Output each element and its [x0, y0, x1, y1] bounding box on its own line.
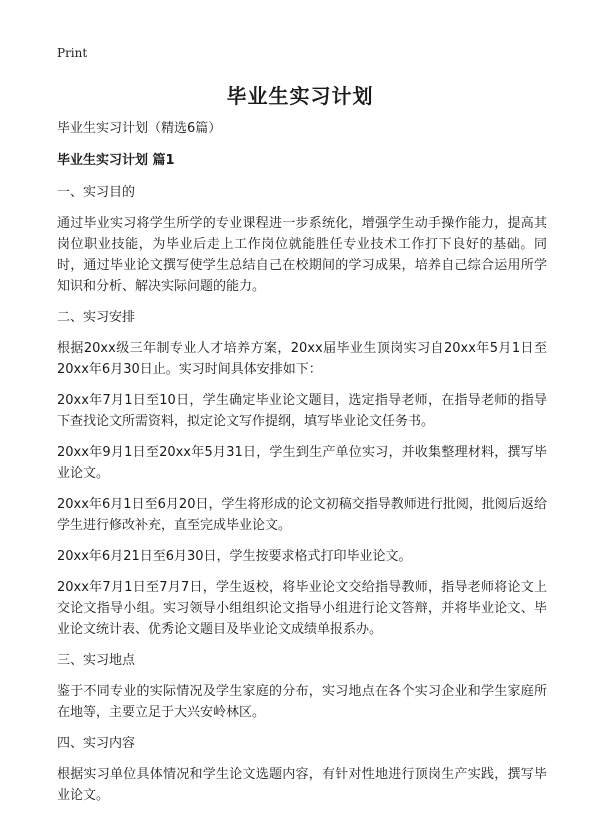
paragraph: 20xx年9月1日至20xx年5月31日，学生到生产单位实习，并收集整理材料，撰写毕业论文。	[57, 445, 547, 481]
paragraph: 20xx年7月1日至7月7日，学生返校，将毕业论文交给指导教师，指导老师将论文上交论文指导小组。实习领导小组组织论文指导小组进行论文答辩，并将毕业论文、毕业论文统计表、优秀论文题目及毕业论文成绩单报系办。	[57, 580, 547, 637]
document-subtitle: 毕业生实习计划（精选6篇）	[57, 121, 222, 136]
section-heading: 四、实习内容	[57, 736, 136, 751]
paragraph: 通过毕业实习将学生所学的专业课程进一步系统化，增强学生动手操作能力，提高其岗位职业技能，为毕业后走上工作岗位就能胜任专业技术工作打下良好的基础。同时，通过毕业论文撰写使学生总结自己在校期间的学习成果，培养自己综合运用所学知识和分析、解决实际问题的能力。	[57, 216, 547, 294]
paragraph: 根据20xx级三年制专业人才培养方案，20xx届毕业生顶岗实习自20xx年5月1日至20xx年6月30日止。实习时间具体安排如下：	[57, 341, 547, 377]
document-body	[57, 118, 547, 816]
paragraph: 鉴于不同专业的实际情况及学生家庭的分布，实习地点在各个实习企业和学生家庭所在地等，主要立足于大兴安岭林区。	[57, 684, 547, 720]
paragraph: 20xx年6月21日至6月30日，学生按要求格式打印毕业论文。	[57, 549, 412, 564]
paragraph: 根据实习单位具体情况和学生论文选题内容，有针对性地进行顶岗生产实践，撰写毕业论文。	[57, 767, 547, 803]
section-title: 毕业生实习计划 篇1	[57, 153, 175, 168]
print-link[interactable]: Print	[57, 46, 88, 60]
section-heading: 三、实习地点	[57, 653, 136, 668]
section-heading: 二、实习安排	[57, 310, 136, 325]
document-title: 毕业生实习计划	[226, 84, 374, 108]
paragraph: 20xx年6月1日至6月20日，学生将形成的论文初稿交指导教师进行批阅，批阅后返给学生进行修改补充，直至完成毕业论文。	[57, 497, 547, 533]
paragraph: 20xx年7月1日至10日，学生确定毕业论文题目，选定指导老师，在指导老师的指导下查找论文所需资料，拟定论文写作提纲，填写毕业论文任务书。	[57, 393, 547, 429]
section-heading: 一、实习目的	[57, 185, 136, 200]
